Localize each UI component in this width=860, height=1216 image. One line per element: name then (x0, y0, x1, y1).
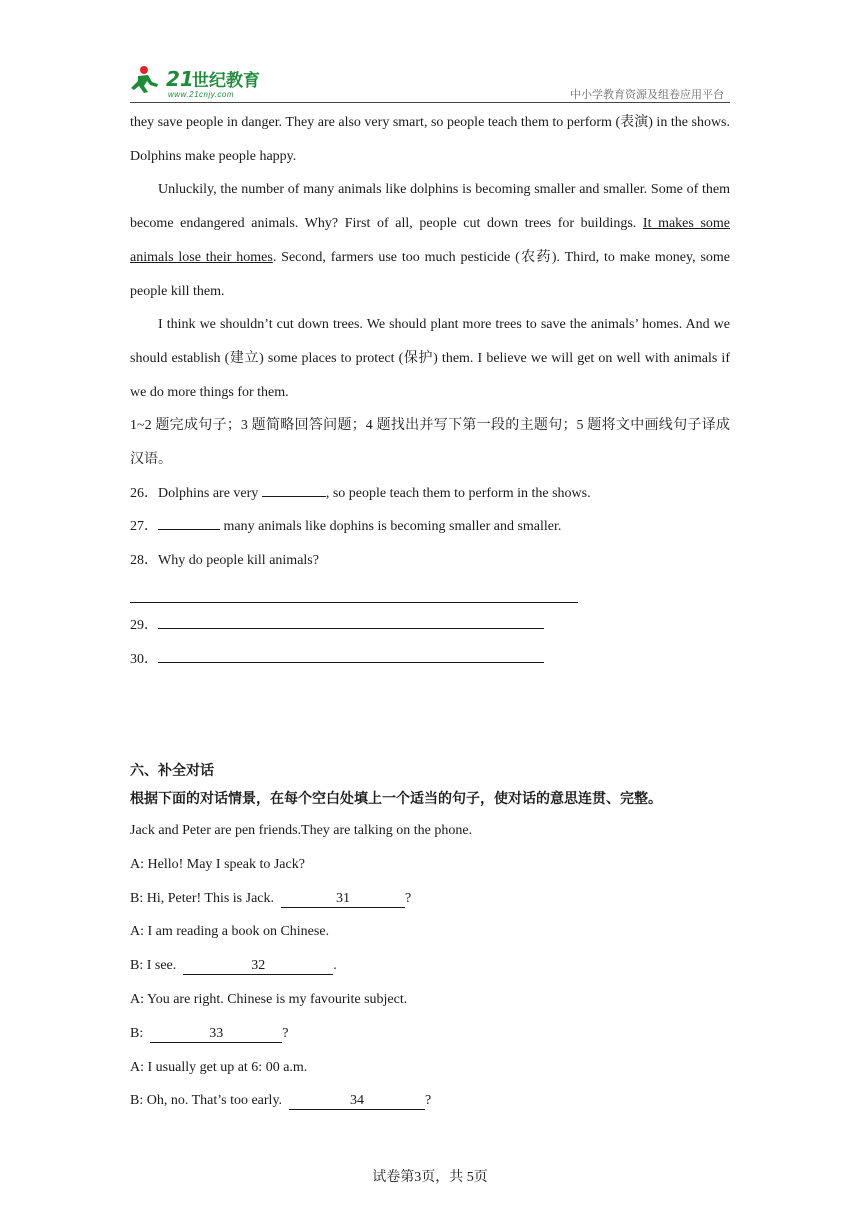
passage-paragraph-1: they save people in danger. They are also very smart, so people teach them to perform (表演) in the shows. Dolphins make people happy. (130, 115, 730, 164)
dialogue-line: B: I see. 32 . (130, 958, 337, 974)
dialogue-gap-32[interactable]: 32 (183, 958, 333, 975)
dialogue-line: A: You are right. Chinese is my favourite subject. (130, 991, 408, 1007)
answer-blank-26[interactable] (262, 482, 326, 497)
dialogue-gap-34[interactable]: 34 (289, 1093, 425, 1110)
dialogue-line: B: Oh, no. That’s too early. 34 ? (130, 1093, 432, 1109)
section-instruction: 根据下面的对话情景，在每个空白处填上一个适当的句子，使对话的意思连贯、完整。 (130, 791, 662, 807)
page-header (130, 60, 730, 103)
question-28: 28．Why do people kill animals? (130, 553, 319, 569)
task-instructions: 1~2 题完成句子；3 题简略回答问题；4 题找出并写下第一段的主题句；5 题将文中画线句子译成汉语。 (130, 418, 730, 468)
page-footer: 试卷第3页，共 5页 (372, 1170, 488, 1185)
answer-line-30[interactable] (158, 648, 544, 663)
dialogue-intro: Jack and Peter are pen friends.They are talking on the phone. (130, 823, 473, 838)
running-figure-icon (131, 66, 158, 93)
dialogue-line: B: 33 ? (130, 1025, 289, 1041)
question-27: 27． many animals like dophins is becoming smaller and smaller. (130, 510, 730, 544)
site-logo (130, 64, 280, 100)
logo-text: 世纪教育 (192, 71, 260, 91)
underlined-sentence: It makes some animals lose their homes (130, 216, 731, 265)
dialogue-line: A: I am reading a book on Chinese. (130, 924, 330, 940)
logo-21: 21 (166, 67, 194, 91)
dialogue-line: A: I usually get up at 6: 00 a.m. (130, 1059, 308, 1075)
dialogue-gap-31[interactable]: 31 (281, 891, 405, 908)
section-title: 六、补全对话 (130, 763, 214, 779)
question-30: 30． (130, 643, 730, 677)
answer-line-29[interactable] (158, 614, 544, 629)
dialogue-line: B: Hi, Peter! This is Jack. 31 ? (130, 890, 412, 906)
reading-passage (130, 106, 730, 676)
platform-label: 中小学教育资源及组卷应用平台 (570, 88, 724, 101)
dialogue-line: A: Hello! May I speak to Jack? (130, 856, 305, 872)
question-26: 26．Dolphins are very , so people teach them to perform in the shows. (130, 477, 730, 511)
passage-paragraph-2: Unluckily, the number of many animals like dolphins is becoming smaller and smaller. Some of them become endangered animals. Why? First of all, people cut down trees for buildings. It makes some animals lose their homes. Second, farmers use too much pesticide (农药). Third, to make money, some people kill them. (130, 182, 731, 299)
dialogue (130, 814, 730, 1118)
logo-url: www.21cnjy.com (168, 90, 234, 99)
dialogue-gap-33[interactable]: 33 (150, 1026, 282, 1043)
answer-line-28[interactable] (130, 578, 578, 603)
passage-paragraph-3: I think we shouldn’t cut down trees. We should plant more trees to save the animals’ homes. And we should establish (建立) some places to protect (保护) them. I believe we will get on well with animals if we do more things for them. (130, 317, 730, 400)
question-29: 29． (130, 609, 730, 643)
answer-blank-27[interactable] (158, 515, 220, 530)
